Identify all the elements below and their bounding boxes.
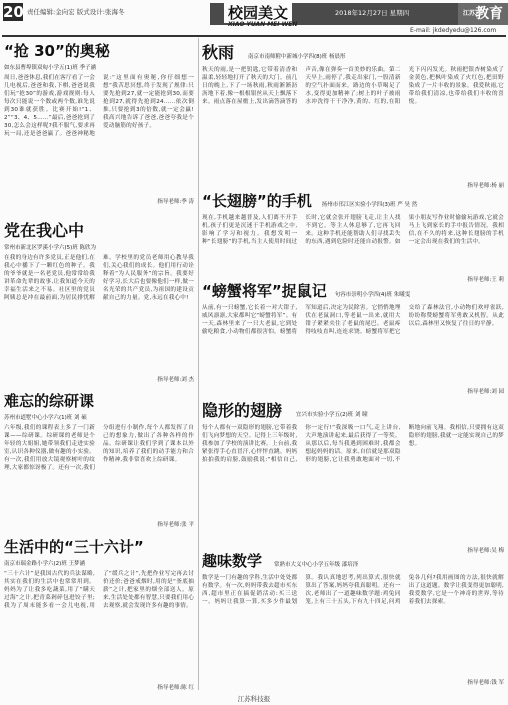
contact-email: E-mail: jkdedyedu@126.com: [410, 27, 497, 34]
page-header: [0, 0, 508, 36]
article-teacher: 指导老师:刘 杰: [157, 377, 194, 383]
article-6: [202, 190, 504, 283]
article-teacher: 指导老师:杨 丽: [467, 183, 504, 189]
article-3: [4, 390, 194, 528]
article-byline: 扬州市邗江区实验小学四(3)班 严 昊 然: [321, 202, 418, 208]
article-byline: 南京市南师附中新城小学四(8)班 杨晨彤: [248, 54, 346, 60]
article-body: 现在,手机越来越普及,人们离不开手机,孩子们更是沉迷于手机游戏之中,影响了学习和视力。我想发明一种“长翅膀”的手机,当主人使用时间过长时,它就会张开翅膀飞走,让主人找不到它。等主人休息够了,它再飞回来。这种手机还能帮助人们寻找丢失的东西,遇到危险时还能自动报警。如果小朋友写作业时偷偷玩游戏,它就会马上飞到家长的手中报告情况。我相信,在不久的将来,这种长翅膀的手机一定会出现在我们的生活中。: [202, 215, 504, 245]
article-body: 秋天的雨,是一把钥匙,它带着清香和温柔,轻轻地打开了秋天的大门。前几日的晚上,下了一场秋雨,秋雨淅淅沥沥地下着,像一根根银丝从天上飘落下来。雨点落在屋檐上,发出滴答滴答的声音,像在弹奏一首美妙的乐曲。第二天早上,雨停了,我走出家门,一股清新的空气扑面而来。路边的小草喝足了水,变得更加精神了;树上的叶子被雨水冲洗得干干净净,黄的、红的,在阳光下闪闪发光。秋雨把银杏树染成了金黄色,把枫叶染成了火红色,把田野染成了一片丰收的景象。我爱秋雨,它带给我们清凉,也带给我们丰收的喜悦。: [202, 67, 504, 105]
article-byline: 南京市瑞金路小学六(2)班 王梦涵: [4, 561, 86, 567]
article-title: 党在我心中: [4, 221, 85, 240]
page-number: 20: [3, 3, 24, 21]
article-8: [202, 398, 504, 554]
page-footer: 江苏科技报: [237, 695, 271, 703]
article-teacher: 指导老师:王 莉: [467, 277, 504, 283]
article-body: 六年级,我们的课程表上多了一门新课——综研课。综研课的老师是个年轻的大姐姐,她带领我们走进实验室,认识各种仪器,做有趣的小实验。有一次,我们用放大镜观察树叶的纹理,大家都惊讶极了。还有一次,我们分组进行小制作,每个人都发挥了自己的想象力,做出了各种各样的作品。综研课让我们学到了课本以外的知识,培养了我们的动手能力和合作精神,我非常喜欢上综研课。: [4, 425, 194, 471]
article-1: [4, 40, 194, 205]
article-byline: 宜兴市实验小学五(2)班 刘 瞳: [296, 412, 368, 418]
article-byline: 常州市新北区罗溪小学六(5)班 陈欣为: [4, 245, 97, 251]
article-byline: 句容市崇明小学四(4)班 朱曦雯: [334, 292, 411, 298]
article-teacher: 指导老师:刘 园: [467, 389, 504, 395]
article-title: 难忘的综研课: [4, 392, 95, 410]
article-title: 趣味数学: [202, 552, 263, 570]
article-teacher: 指导老师:季 涛: [157, 199, 194, 205]
article-title: 生活中的“三十六计”: [4, 538, 144, 556]
article-title: “长翅膀”的手机: [202, 192, 312, 210]
article-body: 数学是一门有趣的学科,生活中处处都有数学。有一次,妈妈带我去超市买东西,超市里正在搞促销活动:买三送一。妈妈让我算一算,买多少件最划算。我认真地思考,列出算式,很快就算出了答案,妈妈夸我真聪明。还有一次,老师出了一道趣味数学题:鸡兔同笼,上有三十五头,下有九十四足,问鸡兔各几何?我用画图的方法,很快就解出了这道题。数学让我变得更加聪明,我爱数学,它是一个神奇的世界,等待着我们去探索。: [202, 575, 504, 605]
article-title: “抢 30”的奥秘: [4, 42, 110, 60]
article-body: “三十六计”是我国古代的兵法谋略,其实在我们的生活中也常常用到。妈妈为了让我多吃蔬菜,用了“瞒天过海”之计,把青菜剁碎包进饺子里;我为了周末能多看一会儿电视,用了“缓兵之计”,先把作业写完再去讨价还价;爸爸戒烟时,用的是“釜底抽薪”之计,把家里的烟全部送人。原来,生活处处都有智慧,只要我们用心去观察,就会发现许多有趣的事情。: [4, 571, 194, 609]
brand-logo: [458, 3, 508, 25]
article-body: 在我的身边有许多党员,正是他们,在我心中播下了一颗红色的种子。我的爷爷就是一名老党员,他常常给我讲革命先辈的故事,让我知道今天的幸福生活来之不易。社区里的党员阿姨总是冲在最前面,为居民排忧解难。学校里的党员老师用心教导我们,关心我们的成长。他们用行动诠释着“为人民服务”的宗旨。我要好好学习,长大后也要像他们一样,做一名光荣的共产党员,为祖国的建设贡献自己的力量。党,永远在我心中!: [4, 255, 194, 301]
article-teacher: 指导老师:张 平: [157, 522, 194, 528]
article-7: [202, 280, 504, 395]
article-title: “螃蟹将军”捉鼠记: [202, 282, 327, 300]
article-body: 从前,有一只螃蟹,它长着一对大钳子,威风凛凛,大家都叫它“螃蟹将军”。有一天,森林里来了一只大老鼠,它到处偷吃粮食,小动物们都很害怕。螃蟹将军知道后,决定为民除害。它悄悄地埋伏在老鼠洞口,等老鼠一出来,就用大钳子紧紧夹住了老鼠的尾巴。老鼠疼得吱吱直叫,连连求饶。螃蟹将军把它交给了森林法官,小动物们欢呼雀跃,纷纷称赞螃蟹将军勇敢又机智。从此以后,森林里又恢复了往日的平静。: [202, 305, 504, 335]
article-byline: 苏州市道墅中心小学六(1)班 刘 硕: [4, 415, 87, 421]
editor-line: 责任编辑:金向宏 版式设计:张海冬: [27, 8, 125, 16]
article-body: 每个人都有一双隐形的翅膀,它带着我们飞向梦想的天空。记得上三年级时,我参加了学校的演讲比赛。上台前,我紧张得手心直冒汗,心怦怦直跳。妈妈拍拍我的肩膀,鼓励我说:“相信自己,你一定行!”我深吸一口气,走上讲台,大声地演讲起来,最后获得了一等奖。从那以后,每当我遇到困难时,我都会想起妈妈的话。原来,自信就是那双隐形的翅膀,它让我勇敢地面对一切,不断地向前飞翔。我相信,只要拥有这双隐形的翅膀,我就一定能实现自己的梦想。: [202, 425, 504, 463]
brand-prefix: 江苏: [462, 10, 475, 17]
article-title: 秋雨: [202, 43, 235, 62]
article-9: [202, 550, 504, 686]
article-title: 隐形的翅膀: [202, 401, 283, 420]
header-rule: [2, 35, 506, 37]
issue-date: 2018年12月27日 星期四: [335, 9, 410, 17]
article-body: 周日,爸爸休息,我们在客厅看了一会儿电视后,爸爸和我,下棋,爸爸说我们玩“抢30”的游戏,游戏规则:每人每次只能说一个数或两个数,谁先说到30谁就获胜。比赛开始!“1、2”“3、4、5……”最后,爸爸抢到了30,怎么会这样呢?我不服气,要求再玩一局,还是爸爸赢了。爸爸神秘地说:“这里面有奥秘,你仔细想一想”我苦思冥想,终于发现了规律:只要先抢到27,就一定能抢到30,而要抢到27,就得先抢到24……依次倒推,只要抢到3的倍数,就一定会赢!我高兴地告诉了爸爸,爸爸夸我是个爱动脑筋的好孩子。: [4, 75, 194, 137]
article-byline: 常熟市大义中心小学五年级 漆培泽: [274, 562, 359, 568]
article-teacher: 指导老师:陈 红: [157, 685, 194, 691]
brand-name: 教育: [475, 6, 503, 22]
column-separator: [198, 38, 199, 690]
article-4: [4, 536, 194, 691]
article-2: [4, 218, 194, 383]
article-teacher: 指导老师:吴 梅: [467, 548, 504, 554]
article-teacher: 指导老师:钱 军: [467, 680, 504, 686]
column-title: 校园美文: [224, 2, 292, 23]
column-pinyin: XIAO YUAN MEI WEN: [228, 21, 298, 28]
article-byline: 如东县曹埠镇双甸小学五(1)班 季子涵: [4, 65, 97, 71]
article-5: [202, 40, 504, 189]
